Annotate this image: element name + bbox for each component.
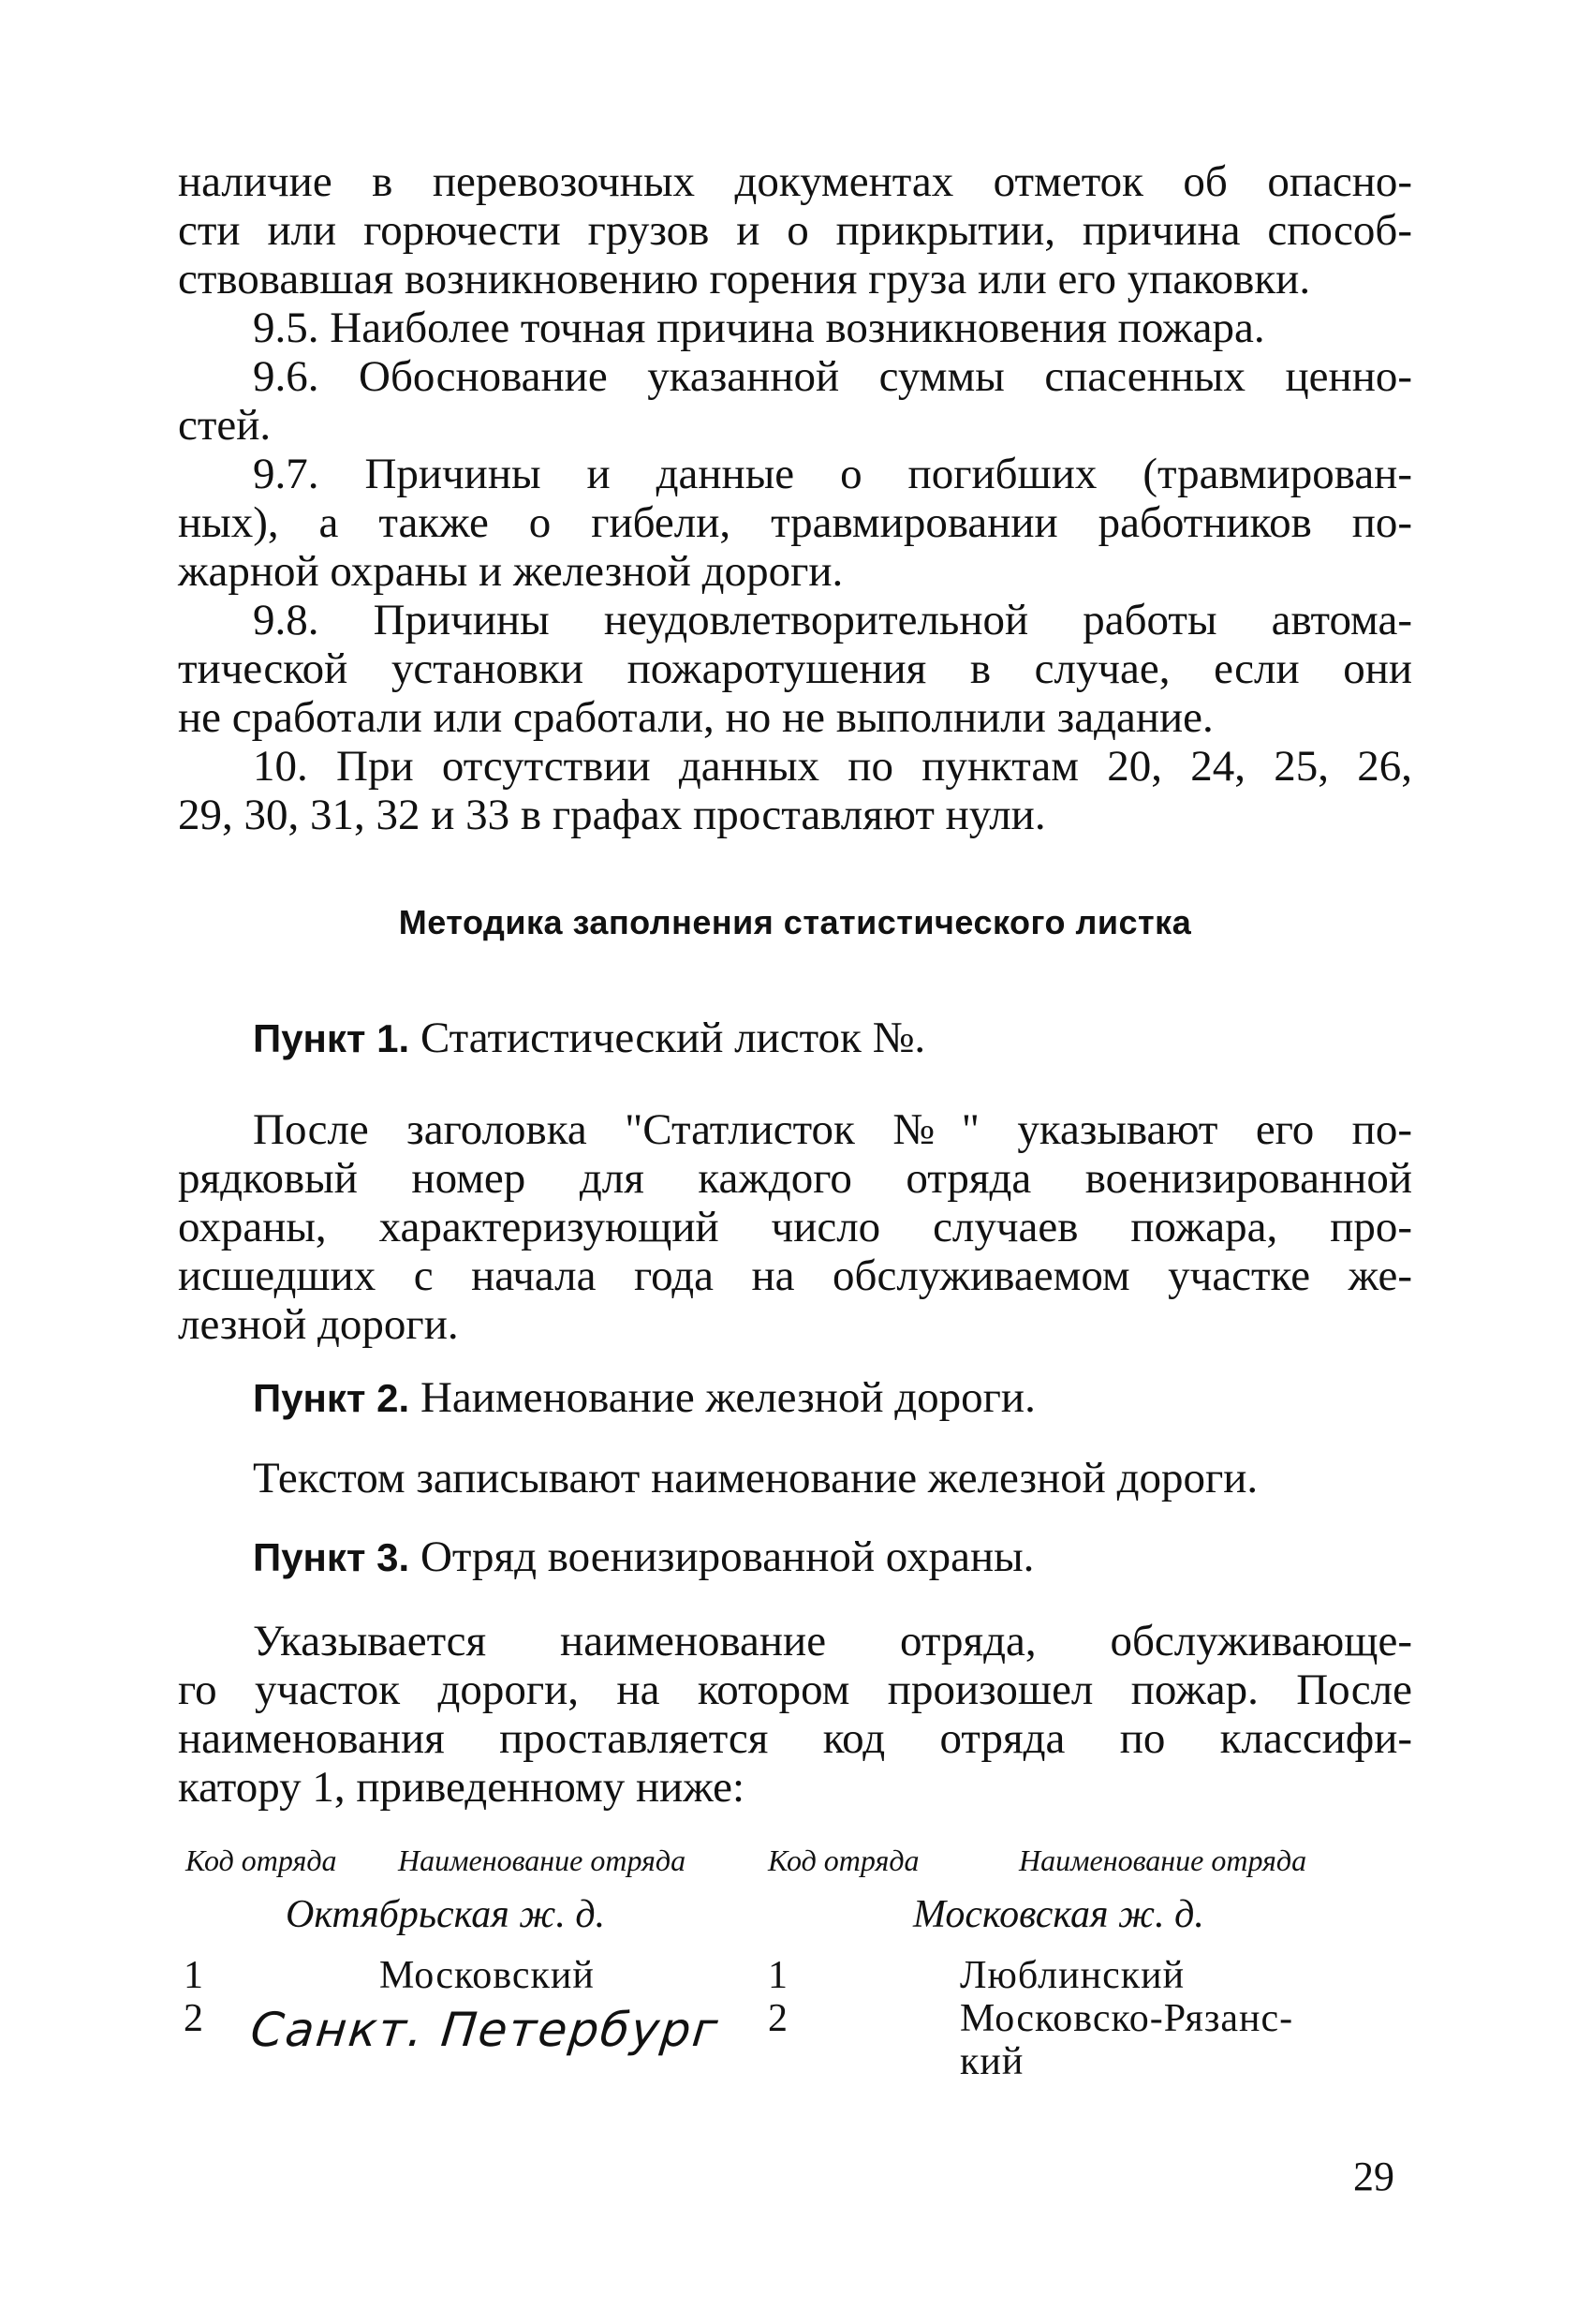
text-line: 9.6. Обоснование указанной суммы спасенных ценно- [253, 352, 1412, 401]
table-cell-code: 1 [768, 1954, 789, 1997]
text-line: сти или горючести грузов и о прикрытии, причина способ- [178, 206, 1412, 255]
punkt-1-text [178, 1105, 1412, 1349]
table-cell-name: Московско-Рязанс- [960, 1997, 1294, 2040]
text-line: После заголовка "Статлисток №" указывают его по- [253, 1105, 1412, 1154]
text-line: Указывается наименование отряда, обслуживающе- [253, 1617, 1412, 1665]
punkt-3-text [178, 1617, 1412, 1812]
punkt-label: Пункт 3. [253, 1535, 410, 1579]
item-9-6 [178, 352, 1412, 450]
text-line: 9.7. Причины и данные о погибших (травмирован- [253, 450, 1412, 498]
railway-name: Московская ж. д. [913, 1893, 1204, 1936]
text-line: лезной дороги. [178, 1300, 459, 1349]
text-line: го участок дороги, на котором произошел пожар. После [178, 1665, 1412, 1714]
text-line: 9.8. Причины неудовлетворительной работы автома- [253, 596, 1412, 644]
text-line: не сработали или сработали, но не выполнили задание. [178, 693, 1214, 742]
text-line: ствовавшая возникновению горения груза или его упаковки. [178, 255, 1311, 303]
punkt-3-heading [253, 1532, 1034, 1582]
page-number: 29 [1353, 2154, 1394, 2199]
section-heading: Методика заполнения статистического листка [398, 903, 1192, 941]
text-line: 10. При отсутствии данных по пунктам 20, 24, 25, 26, [253, 742, 1412, 791]
item-9-7 [178, 450, 1412, 596]
handwritten-entry: Санкт. Петербург [247, 2003, 722, 2057]
punkt-title: Отряд военизированной охраны. [420, 1532, 1035, 1581]
text-line: 29, 30, 31, 32 и 33 в графах проставляют нули. [178, 791, 1046, 839]
table-cell-code: 1 [184, 1954, 204, 1997]
table-cell-name: Московский [379, 1954, 595, 1997]
railway-name: Октябрьская ж. д. [286, 1893, 606, 1936]
text-line: ных), а также о гибели, травмировании работников по- [178, 498, 1412, 547]
text-line: тической установки пожаротушения в случае, если они [178, 644, 1412, 693]
punkt-2-text: Текстом записывают наименование железной дороги. [253, 1454, 1259, 1502]
column-header: Код отряда [768, 1843, 920, 1877]
table-cell-code: 2 [184, 1997, 204, 2040]
punkt-2-heading [253, 1373, 1036, 1423]
text-line: наличие в перевозочных документах отметок об опасно- [178, 157, 1412, 206]
item-10 [178, 742, 1412, 839]
punkt-title: Статистический листок №. [420, 1014, 926, 1062]
column-header: Код отряда [185, 1843, 337, 1877]
punkt-title: Наименование железной дороги. [420, 1373, 1036, 1422]
text-line: стей. [178, 401, 272, 450]
text-line: охраны, характеризующий число случаев пожара, про- [178, 1203, 1412, 1251]
item-9-8 [178, 596, 1412, 742]
table-cell-code: 2 [768, 1997, 789, 2040]
text-line: катору 1, приведенному ниже: [178, 1763, 745, 1812]
column-header: Наименование отряда [1019, 1843, 1307, 1877]
punkt-label: Пункт 2. [253, 1376, 410, 1420]
intro-paragraph [178, 157, 1412, 303]
column-header: Наименование отряда [398, 1843, 686, 1877]
item-9-5 [253, 303, 1412, 352]
punkt-1-heading [253, 1014, 925, 1063]
text-line: рядковый номер для каждого отряда военизированной [178, 1154, 1412, 1203]
table-cell-name-continued: кий [960, 2040, 1024, 2083]
punkt-label: Пункт 1. [253, 1016, 410, 1060]
text-line: исшедших с начала года на обслуживаемом участке же- [178, 1251, 1412, 1300]
text-line: наименования проставляется код отряда по классифи- [178, 1714, 1412, 1763]
text-line: 9.5. Наиболее точная причина возникновения пожара. [253, 303, 1265, 352]
text-line: жарной охраны и железной дороги. [178, 547, 844, 596]
table-cell-name: Люблинский [960, 1954, 1186, 1997]
